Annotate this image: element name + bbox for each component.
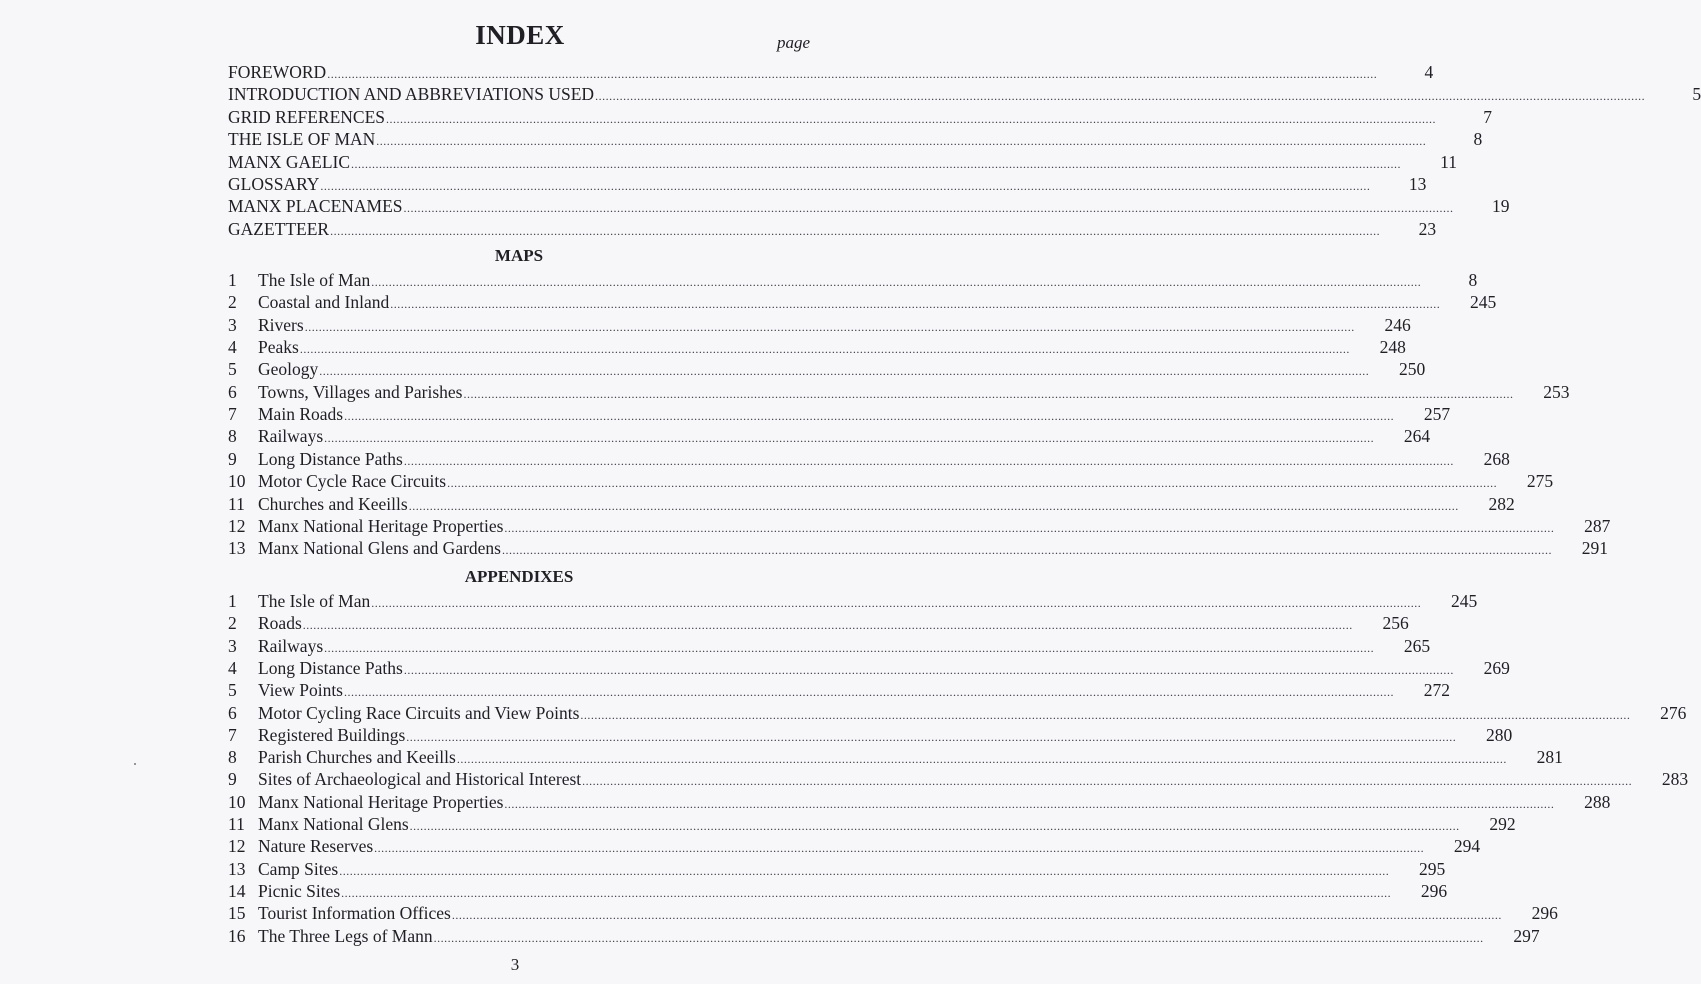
index-entry bbox=[228, 336, 1406, 358]
appendixes-heading: APPENDIXES bbox=[464, 567, 574, 586]
entry-page-number: 275 bbox=[1526, 471, 1554, 492]
entry-number: 6 bbox=[228, 702, 237, 723]
entry-page-number: 253 bbox=[1543, 381, 1570, 402]
entry-page-number: 268 bbox=[1483, 448, 1510, 469]
page-title: INDEX bbox=[475, 20, 565, 50]
page-column-label: page bbox=[776, 33, 810, 52]
entry-number: 8 bbox=[228, 426, 237, 447]
entry-label: Rivers bbox=[258, 314, 304, 335]
entry-page-number: 296 bbox=[1420, 880, 1448, 901]
dot-leader: ............................................................................................................................................................................................................................................................................................................ bbox=[409, 819, 1460, 833]
entry-page-number: 245 bbox=[1451, 591, 1478, 611]
index-entry bbox=[228, 269, 1478, 291]
dot-leader: ............................................................................................................................................................................................................................................................................................................ bbox=[595, 89, 1646, 104]
entry-page-number: 8 bbox=[1473, 129, 1483, 150]
entry-label: Sites of Archaeological and Historical Interest bbox=[258, 769, 582, 790]
entry-page-number: 287 bbox=[1584, 515, 1611, 536]
entry-page-number: 23 bbox=[1418, 218, 1437, 239]
entry-number: 8 bbox=[228, 747, 237, 768]
entry-page-number: 13 bbox=[1408, 174, 1427, 194]
dot-leader: ............................................................................................................................................................................................................................................................................................................ bbox=[504, 796, 1555, 811]
entry-label: Motor Cycle Race Circuits bbox=[258, 471, 447, 492]
entry-page-number: 11 bbox=[1440, 151, 1458, 172]
dot-leader: ............................................................................................................................................................................................................................................................................................................ bbox=[403, 201, 1454, 216]
entry-page-number: 292 bbox=[1489, 814, 1516, 834]
index-entry bbox=[228, 702, 1687, 724]
dot-leader: ............................................................................................................................................................................................................................................................................................................ bbox=[451, 908, 1502, 923]
entry-number: 2 bbox=[228, 613, 237, 634]
entry-label: Coastal and Inland bbox=[258, 292, 390, 313]
entry-number: 9 bbox=[228, 448, 237, 469]
dot-leader: ............................................................................................................................................................................................................................................................................................................ bbox=[386, 111, 1437, 126]
entry-label: The Three Legs of Mann bbox=[258, 925, 433, 946]
index-entry bbox=[228, 358, 1426, 380]
entry-page-number: 295 bbox=[1418, 858, 1446, 879]
dot-leader: ............................................................................................................................................................................................................................................................................................................ bbox=[406, 729, 1457, 744]
dot-leader: ............................................................................................................................................................................................................................................................................................................ bbox=[390, 297, 1441, 312]
entry-label: GLOSSARY bbox=[228, 174, 320, 194]
entry-page-number: 282 bbox=[1488, 493, 1515, 514]
entry-label: Geology bbox=[258, 359, 319, 380]
entry-page-number: 7 bbox=[1483, 106, 1493, 127]
dot-leader: ............................................................................................................................................................................................................................................................................................................ bbox=[339, 863, 1390, 878]
entry-page-number: 276 bbox=[1660, 702, 1687, 723]
entry-label: Motor Cycling Race Circuits and View Points bbox=[258, 702, 580, 723]
dot-leader: ............................................................................................................................................................................................................................................................................................................ bbox=[330, 223, 1381, 238]
entry-label: THE ISLE OF MAN bbox=[228, 129, 376, 150]
index-entry bbox=[228, 590, 1478, 612]
dot-leader: ............................................................................................................................................................................................................................................................................................................ bbox=[403, 662, 1454, 677]
entry-number: 11 bbox=[228, 493, 245, 514]
entry-label: The Isle of Man bbox=[258, 591, 371, 611]
dot-leader: ............................................................................................................................................................................................................................................................................................................ bbox=[582, 774, 1633, 789]
entry-number: 7 bbox=[228, 404, 237, 425]
entry-page-number: 250 bbox=[1399, 359, 1426, 380]
entry-label: GRID REFERENCES bbox=[228, 106, 386, 127]
entry-label: Registered Buildings bbox=[258, 724, 406, 745]
index-entry bbox=[228, 83, 1701, 105]
index-entry bbox=[228, 791, 1611, 813]
entry-page-number: 288 bbox=[1584, 791, 1611, 812]
index-entry bbox=[228, 61, 1434, 83]
index-entry bbox=[228, 925, 1540, 947]
entry-number: 7 bbox=[228, 724, 237, 745]
index-entry bbox=[228, 880, 1448, 902]
index-entry bbox=[228, 537, 1608, 559]
index-entry bbox=[228, 635, 1431, 657]
entry-number: 3 bbox=[228, 314, 237, 335]
index-entry bbox=[228, 195, 1510, 217]
entry-label: Manx National Heritage Properties bbox=[258, 791, 504, 812]
entry-number: 15 bbox=[228, 903, 246, 924]
entry-number: 3 bbox=[228, 635, 237, 656]
entry-page-number: 291 bbox=[1581, 538, 1608, 559]
entry-number: 14 bbox=[228, 880, 246, 901]
entry-page-number: 264 bbox=[1403, 426, 1431, 447]
index-entry bbox=[228, 902, 1558, 924]
index-entry bbox=[228, 679, 1450, 701]
dot-leader: ............................................................................................................................................................................................................................................................................................................ bbox=[580, 707, 1631, 722]
index-entry bbox=[228, 746, 1563, 768]
entry-page-number: 272 bbox=[1423, 680, 1450, 701]
index-entry bbox=[228, 106, 1493, 128]
index-entry bbox=[228, 858, 1446, 880]
entry-number: 6 bbox=[228, 381, 237, 402]
entry-label: The Isle of Man bbox=[258, 270, 371, 290]
dot-leader: ............................................................................................................................................................................................................................................................................................................ bbox=[302, 618, 1353, 633]
entry-page-number: 4 bbox=[1424, 62, 1434, 82]
dot-leader: ............................................................................................................................................................................................................................................................................................................ bbox=[447, 476, 1498, 491]
index-entry bbox=[228, 724, 1513, 746]
dot-leader: ............................................................................................................................................................................................................................................................................................................ bbox=[433, 930, 1484, 945]
dot-leader: ............................................................................................................................................................................................................................................................................................................ bbox=[456, 752, 1507, 767]
index-entry bbox=[228, 657, 1510, 679]
dot-leader: ............................................................................................................................................................................................................................................................................................................ bbox=[327, 67, 1378, 81]
index-entry bbox=[228, 151, 1458, 173]
dot-leader: ............................................................................................................................................................................................................................................................................................................ bbox=[376, 134, 1427, 149]
dot-leader: ............................................................................................................................................................................................................................................................................................................ bbox=[344, 409, 1395, 424]
dot-leader: ............................................................................................................................................................................................................................................................................................................ bbox=[371, 275, 1422, 289]
index-entry bbox=[228, 612, 1409, 634]
index-entry bbox=[228, 128, 1483, 150]
entry-label: Tourist Information Offices bbox=[258, 903, 451, 924]
entry-label: Roads bbox=[258, 613, 302, 634]
entry-number: 12 bbox=[228, 515, 246, 536]
dot-leader: ............................................................................................................................................................................................................................................................................................................ bbox=[351, 156, 1402, 171]
entry-label: MANX GAELIC bbox=[228, 151, 351, 172]
entry-label: Parish Churches and Keeills bbox=[258, 747, 456, 768]
index-entry bbox=[228, 768, 1689, 790]
entry-page-number: 265 bbox=[1403, 635, 1431, 656]
dot-leader: ............................................................................................................................................................................................................................................................................................................ bbox=[403, 453, 1454, 468]
entry-label: Main Roads bbox=[258, 404, 344, 425]
entry-label: Railways bbox=[258, 426, 324, 447]
page-number: 3 bbox=[510, 955, 520, 974]
entry-number: 9 bbox=[228, 769, 237, 790]
paper-speck bbox=[134, 763, 136, 765]
index-entry bbox=[228, 314, 1411, 336]
entry-label: Nature Reserves bbox=[258, 836, 374, 857]
entry-page-number: 297 bbox=[1513, 925, 1540, 946]
index-entry bbox=[228, 403, 1451, 425]
entry-page-number: 283 bbox=[1661, 769, 1689, 790]
index-entry bbox=[228, 493, 1515, 515]
index-entry bbox=[228, 173, 1427, 195]
dot-leader: ............................................................................................................................................................................................................................................................................................................ bbox=[371, 596, 1422, 610]
entry-number: 10 bbox=[228, 471, 246, 492]
entry-label: Towns, Villages and Parishes bbox=[258, 381, 463, 402]
dot-leader: ............................................................................................................................................................................................................................................................................................................ bbox=[324, 640, 1375, 655]
entry-number: 5 bbox=[228, 359, 237, 380]
dot-leader: ............................................................................................................................................................................................................................................................................................................ bbox=[502, 543, 1552, 558]
entry-label: MANX PLACENAMES bbox=[228, 196, 403, 217]
entry-label: Long Distance Paths bbox=[258, 448, 403, 469]
entry-label: Peaks bbox=[258, 337, 299, 358]
dot-leader: ............................................................................................................................................................................................................................................................................................................ bbox=[304, 319, 1355, 334]
entry-page-number: 294 bbox=[1453, 836, 1481, 857]
entry-number: 4 bbox=[228, 337, 237, 358]
entry-label: View Points bbox=[258, 680, 343, 701]
index-entry bbox=[228, 448, 1510, 470]
dot-leader: ............................................................................................................................................................................................................................................................................................................ bbox=[319, 364, 1370, 379]
entry-number: 11 bbox=[228, 814, 245, 834]
entry-label: Churches and Keeills bbox=[258, 493, 408, 514]
index-entry bbox=[228, 515, 1611, 537]
dot-leader: ............................................................................................................................................................................................................................................................................................................ bbox=[324, 431, 1375, 446]
entry-number: 12 bbox=[228, 836, 246, 857]
entry-label: Long Distance Paths bbox=[258, 657, 403, 678]
entry-label: Manx National Heritage Properties bbox=[258, 515, 504, 536]
entry-number: 13 bbox=[228, 538, 246, 559]
entry-number: 5 bbox=[228, 680, 237, 701]
entry-label: Railways bbox=[258, 635, 324, 656]
dot-leader: ............................................................................................................................................................................................................................................................................................................ bbox=[299, 342, 1350, 357]
index-entry bbox=[228, 835, 1481, 857]
entry-label: FOREWORD bbox=[228, 62, 327, 82]
entry-label: Picnic Sites bbox=[258, 880, 341, 901]
dot-leader: ............................................................................................................................................................................................................................................................................................................ bbox=[320, 179, 1371, 193]
entry-number: 10 bbox=[228, 791, 246, 812]
entry-label: Camp Sites bbox=[258, 858, 339, 879]
entry-page-number: 19 bbox=[1492, 196, 1510, 217]
index-entry bbox=[228, 381, 1570, 403]
entry-number: 13 bbox=[228, 858, 246, 879]
dot-leader: ............................................................................................................................................................................................................................................................................................................ bbox=[463, 386, 1514, 401]
maps-heading: MAPS bbox=[494, 246, 544, 265]
entry-label: Manx National Glens bbox=[258, 814, 409, 834]
dot-leader: ............................................................................................................................................................................................................................................................................................................ bbox=[374, 841, 1425, 856]
entry-page-number: 269 bbox=[1483, 657, 1510, 678]
entry-label: INTRODUCTION AND ABBREVIATIONS USED bbox=[228, 84, 595, 105]
dot-leader: ............................................................................................................................................................................................................................................................................................................ bbox=[344, 685, 1394, 700]
index-entry bbox=[228, 425, 1431, 447]
dot-leader: ............................................................................................................................................................................................................................................................................................................ bbox=[504, 520, 1555, 535]
index-entry bbox=[228, 291, 1497, 313]
index-entry bbox=[228, 470, 1554, 492]
entry-page-number: 281 bbox=[1536, 747, 1563, 768]
entry-number: 2 bbox=[228, 292, 237, 313]
entry-page-number: 245 bbox=[1469, 292, 1497, 313]
index-entry bbox=[228, 218, 1437, 240]
entry-page-number: 248 bbox=[1379, 337, 1406, 358]
dot-leader: ............................................................................................................................................................................................................................................................................................................ bbox=[408, 498, 1459, 513]
entry-page-number: 8 bbox=[1468, 270, 1478, 290]
entry-page-number: 246 bbox=[1384, 314, 1411, 335]
entry-page-number: 257 bbox=[1423, 404, 1451, 425]
dot-leader: ............................................................................................................................................................................................................................................................................................................ bbox=[341, 885, 1392, 900]
entry-page-number: 280 bbox=[1486, 724, 1513, 745]
index-entry bbox=[228, 813, 1516, 835]
entry-page-number: 5 bbox=[1692, 84, 1701, 105]
entry-page-number: 296 bbox=[1531, 903, 1558, 924]
entry-number: 1 bbox=[228, 591, 237, 611]
entry-label: Manx National Glens and Gardens bbox=[258, 538, 501, 559]
entry-page-number: 256 bbox=[1382, 613, 1409, 634]
entry-number: 1 bbox=[228, 270, 237, 290]
entry-number: 16 bbox=[228, 925, 246, 946]
entry-label: GAZETTEER bbox=[228, 218, 330, 239]
entry-number: 4 bbox=[228, 657, 237, 678]
